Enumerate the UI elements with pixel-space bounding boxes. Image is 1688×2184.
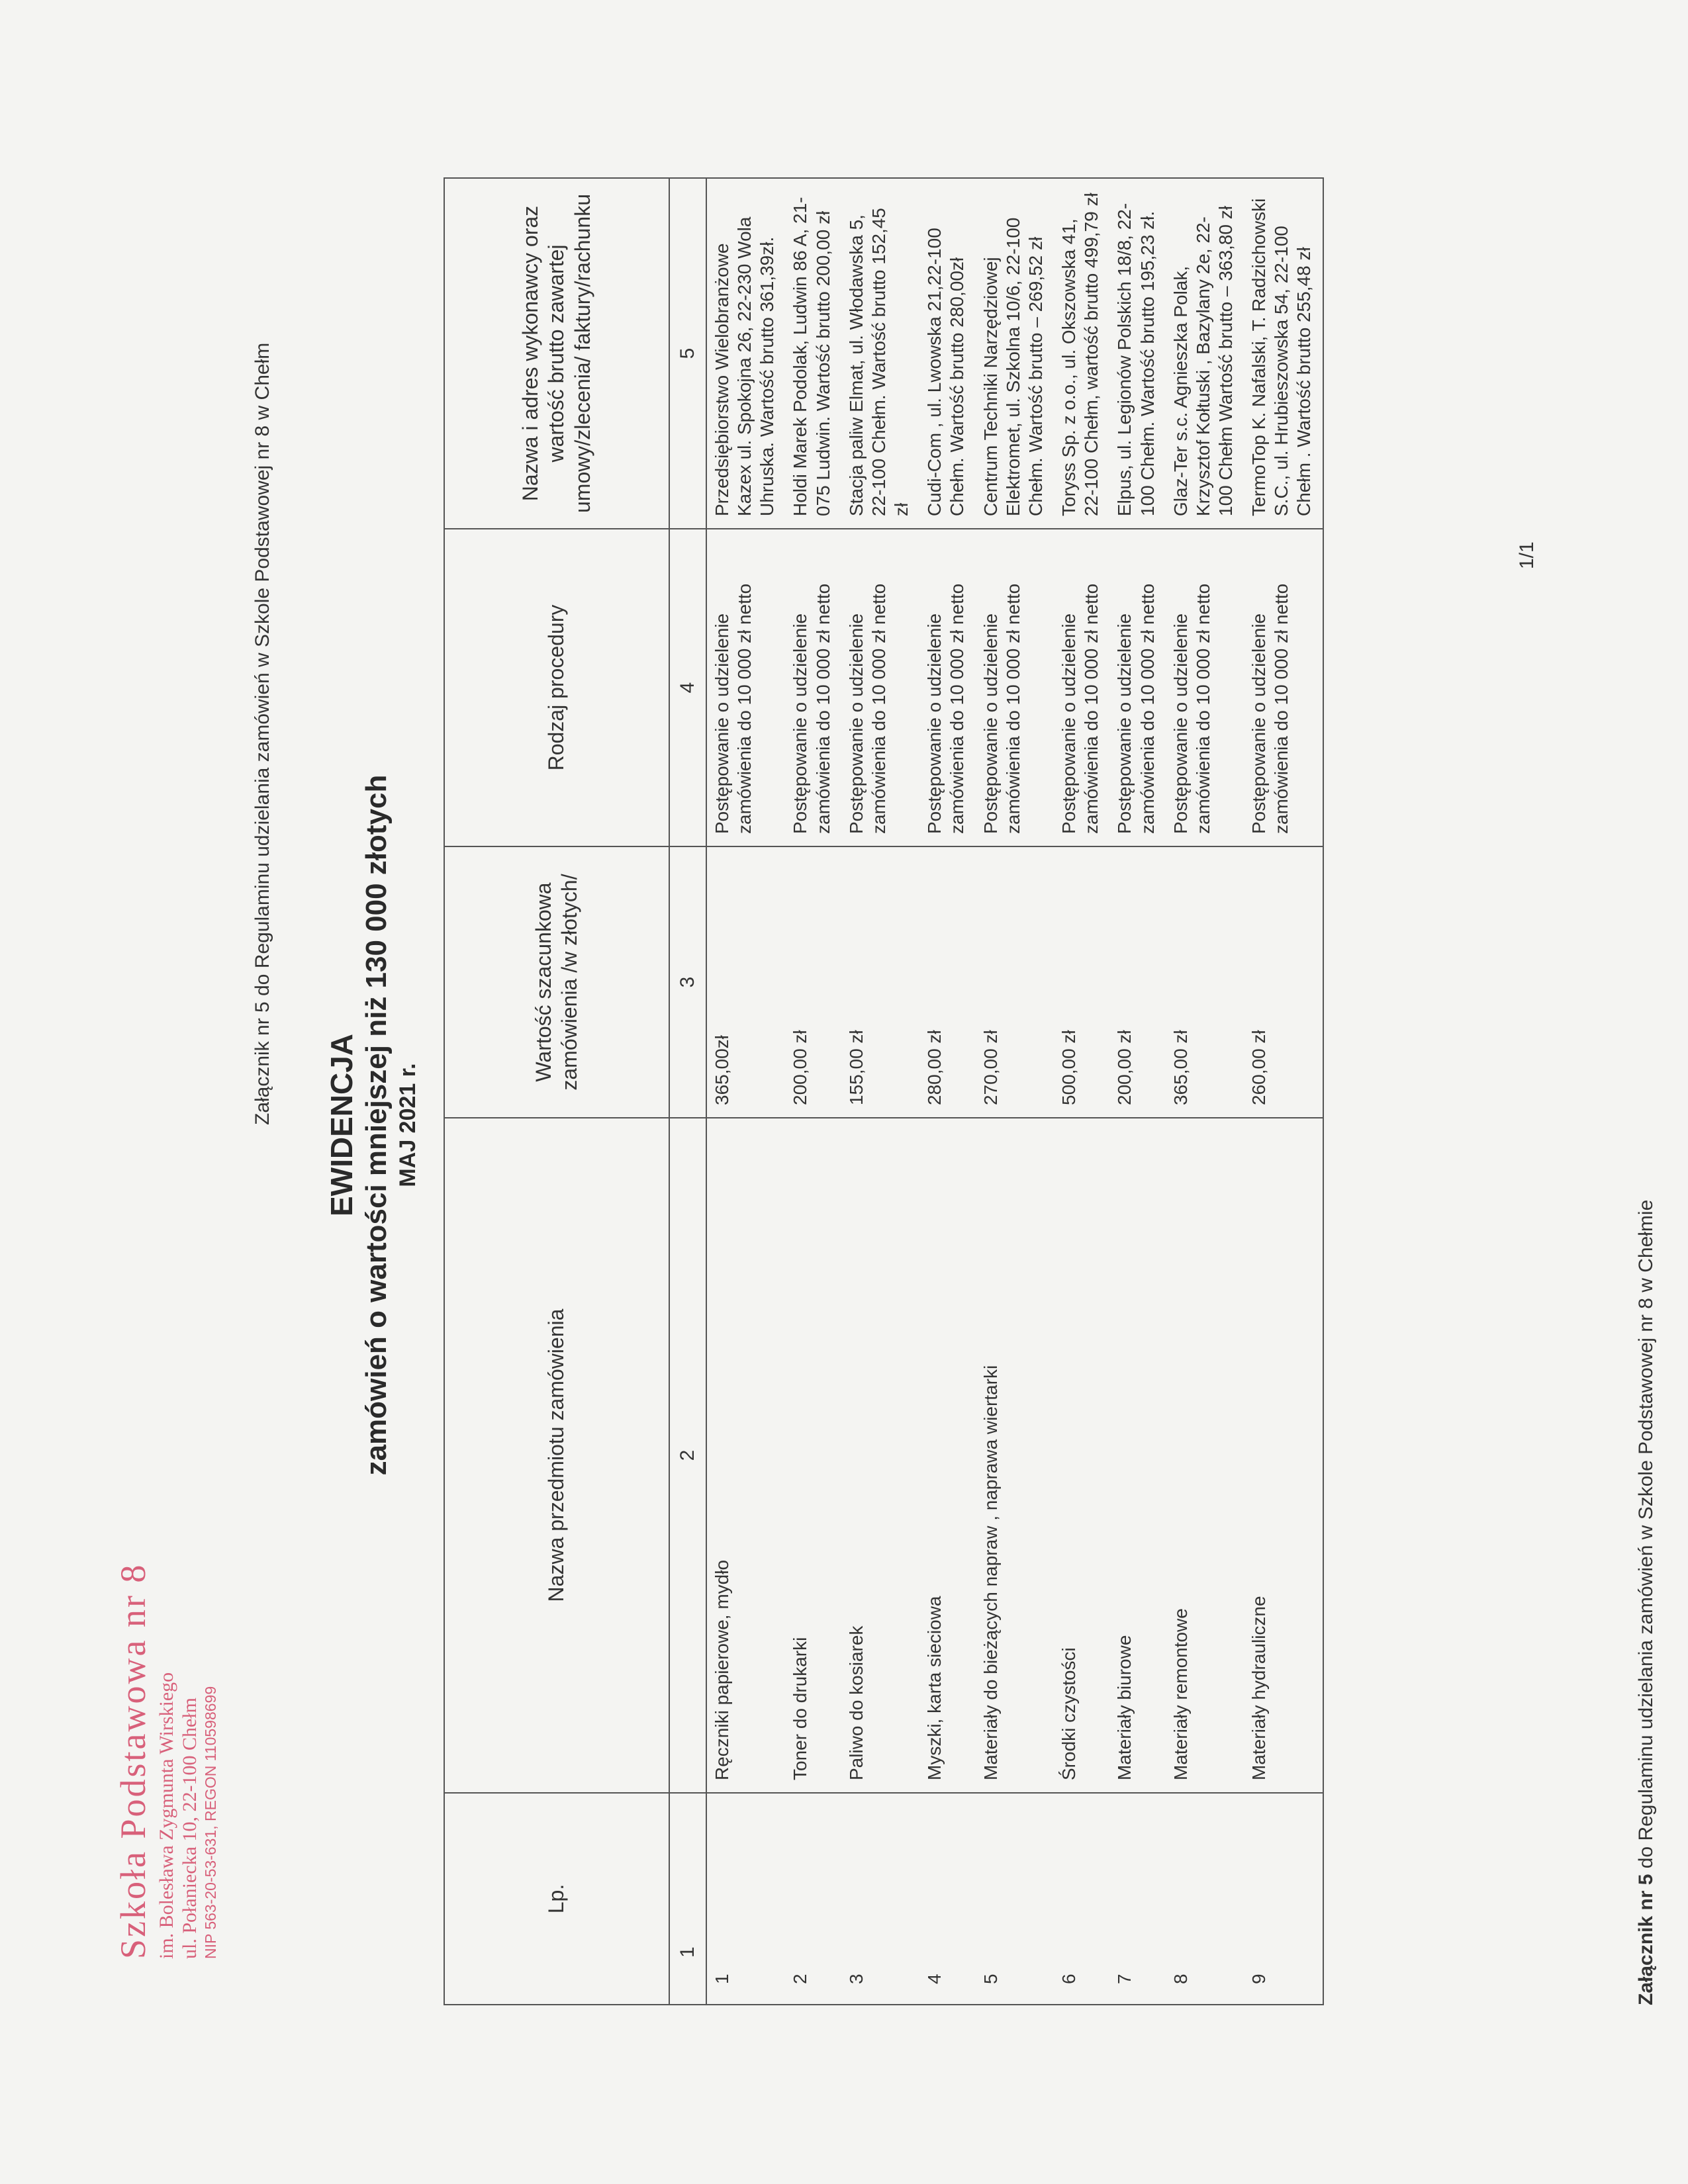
title-line-2: zamówień o wartości mniejszej niż 130 000 złotych xyxy=(359,774,393,1476)
column-number: 2 xyxy=(669,1118,706,1793)
table-row xyxy=(1109,178,1165,2005)
school-stamp xyxy=(113,1563,220,1959)
title-line-1: EWIDENCJA xyxy=(324,1033,359,1217)
annex-header: Załącznik nr 5 do Regulaminu udzielania zamówień w Szkole Podstawowej nr 8 w Chełm xyxy=(252,342,273,1125)
column-number: 5 xyxy=(669,178,706,529)
stamp-patron: im. Bolesława Zygmunta Wirskiego xyxy=(155,1672,177,1959)
row-value: 365,00zł xyxy=(706,846,785,1118)
title-line-3: MAJ 2021 r. xyxy=(395,1063,420,1187)
row-contractor: TermoTop K. Nafalski, T. Radzichowski S.C., ul. Hrubieszowska 54, 22-100 Chełm . Wartość brutto 255,48 zł xyxy=(1244,178,1323,529)
annex-footer xyxy=(1635,1200,1658,2005)
row-lp: 7 xyxy=(1109,1793,1165,2005)
table-row xyxy=(919,178,975,2005)
column-number: 1 xyxy=(669,1793,706,2005)
header-procedure: Rodzaj procedury xyxy=(444,529,669,846)
table-row xyxy=(976,178,1054,2005)
table-row xyxy=(841,178,919,2005)
row-lp: 8 xyxy=(1166,1793,1244,2005)
stamp-ids: NIP 563-20-53-631, REGON 110598699 xyxy=(201,1686,219,1959)
row-contractor: Toryss Sp. z o.o., ul. Okszowska 41, 22-100 Chełm, wartość brutto 499,79 zł xyxy=(1054,178,1109,529)
annex-footer-bold: Załącznik nr 5 xyxy=(1635,1874,1657,2005)
row-lp: 6 xyxy=(1054,1793,1109,2005)
row-procedure: Postępowanie o udzielenie zamówienia do 10 000 zł netto xyxy=(1166,529,1244,846)
header-lp: Lp. xyxy=(444,1793,669,2005)
row-contractor: Przedsiębiorstwo Wielobranżowe Kazex ul. Spokojna 26, 22-230 Wola Uhruska. Wartość brutto 361,39zł. xyxy=(706,178,785,529)
table-row xyxy=(1054,178,1109,2005)
row-value: 155,00 zł xyxy=(841,846,919,1118)
row-procedure: Postępowanie o udzielenie zamówienia do 10 000 zł netto xyxy=(919,529,975,846)
row-item: Myszki, karta sieciowa xyxy=(919,1118,975,1793)
row-procedure: Postępowanie o udzielenie zamówienia do 10 000 zł netto xyxy=(976,529,1054,846)
row-lp: 4 xyxy=(919,1793,975,2005)
row-contractor: Holdi Marek Podolak, Ludwin 86 A, 21-075 Ludwin. Wartość brutto 200,00 zł xyxy=(785,178,841,529)
row-lp: 1 xyxy=(706,1793,785,2005)
row-procedure: Postępowanie o udzielenie zamówienia do 10 000 zł netto xyxy=(1054,529,1109,846)
row-item: Materiały hydrauliczne xyxy=(1244,1118,1323,1793)
row-procedure: Postępowanie o udzielenie zamówienia do 10 000 zł netto xyxy=(706,529,785,846)
header-estimated-value: Wartość szacunkowa zamówienia /w złotych/ xyxy=(444,846,669,1118)
table-header-row xyxy=(444,178,669,2005)
row-lp: 3 xyxy=(841,1793,919,2005)
row-procedure: Postępowanie o udzielenie zamówienia do 10 000 zł netto xyxy=(785,529,841,846)
row-item: Materiały remontowe xyxy=(1166,1118,1244,1793)
row-item: Środki czystości xyxy=(1054,1118,1109,1793)
row-value: 270,00 zł xyxy=(976,846,1054,1118)
row-value: 200,00 zł xyxy=(785,846,841,1118)
column-number-row xyxy=(669,178,706,2005)
orders-register-table xyxy=(444,177,1324,2005)
row-contractor: Centrum Techniki Narzędziowej Elektromet, ul. Szkolna 10/6, 22-100 Chełm. Wartość brutto – 269,52 zł xyxy=(976,178,1054,529)
column-number: 3 xyxy=(669,846,706,1118)
column-number: 4 xyxy=(669,529,706,846)
row-lp: 5 xyxy=(976,1793,1054,2005)
row-lp: 2 xyxy=(785,1793,841,2005)
row-contractor: Cudi-Com , ul. Lwowska 21,22-100 Chełm. Wartość brutto 280,00zł xyxy=(919,178,975,529)
stamp-school-name: Szkoła Podstawowa nr 8 xyxy=(113,1563,153,1959)
page-number: 1/1 xyxy=(1516,541,1538,569)
row-value: 365,00 zł xyxy=(1166,846,1244,1118)
row-procedure: Postępowanie o udzielenie zamówienia do 10 000 zł netto xyxy=(841,529,919,846)
row-item: Materiały biurowe xyxy=(1109,1118,1165,1793)
row-item: Materiały do bieżących napraw , naprawa wiertarki xyxy=(976,1118,1054,1793)
row-value: 200,00 zł xyxy=(1109,846,1165,1118)
table-row xyxy=(785,178,841,2005)
row-item: Ręczniki papierowe, mydło xyxy=(706,1118,785,1793)
table-row xyxy=(1166,178,1244,2005)
row-value: 280,00 zł xyxy=(919,846,975,1118)
row-contractor: Stacja paliw Elmat, ul. Włodawska 5, 22-100 Chełm. Wartość brutto 152,45 zł xyxy=(841,178,919,529)
row-value: 500,00 zł xyxy=(1054,846,1109,1118)
row-item: Toner do drukarki xyxy=(785,1118,841,1793)
table-row xyxy=(706,178,785,2005)
header-item-name: Nazwa przedmiotu zamówienia xyxy=(444,1118,669,1793)
document-title xyxy=(324,662,421,1588)
row-procedure: Postępowanie o udzielenie zamówienia do 10 000 zł netto xyxy=(1244,529,1323,846)
stamp-address: ul. Połaniecka 10, 22-100 Chełm xyxy=(179,1698,201,1959)
table-row xyxy=(1244,178,1323,2005)
row-item: Paliwo do kosiarek xyxy=(841,1118,919,1793)
row-value: 260,00 zł xyxy=(1244,846,1323,1118)
header-contractor: Nazwa i adres wykonawcy oraz wartość brutto zawartej umowy/zlecenia/ faktury/rachunku xyxy=(444,178,669,529)
annex-footer-text: do Regulaminu udzielania zamówień w Szkole Podstawowej nr 8 w Chełmie xyxy=(1635,1199,1657,1874)
row-contractor: Elpus, ul. Legionów Polskich 18/8, 22-100 Chełm. Wartość brutto 195,23 zł. xyxy=(1109,178,1165,529)
row-contractor: Glaz-Ter s.c. Agnieszka Polak, Krzysztof Kołtuski , Bazylany 2e, 22-100 Chełm Wartość brutto – 363,80 zł xyxy=(1166,178,1244,529)
row-lp: 9 xyxy=(1244,1793,1323,2005)
row-procedure: Postępowanie o udzielenie zamówienia do 10 000 zł netto xyxy=(1109,529,1165,846)
